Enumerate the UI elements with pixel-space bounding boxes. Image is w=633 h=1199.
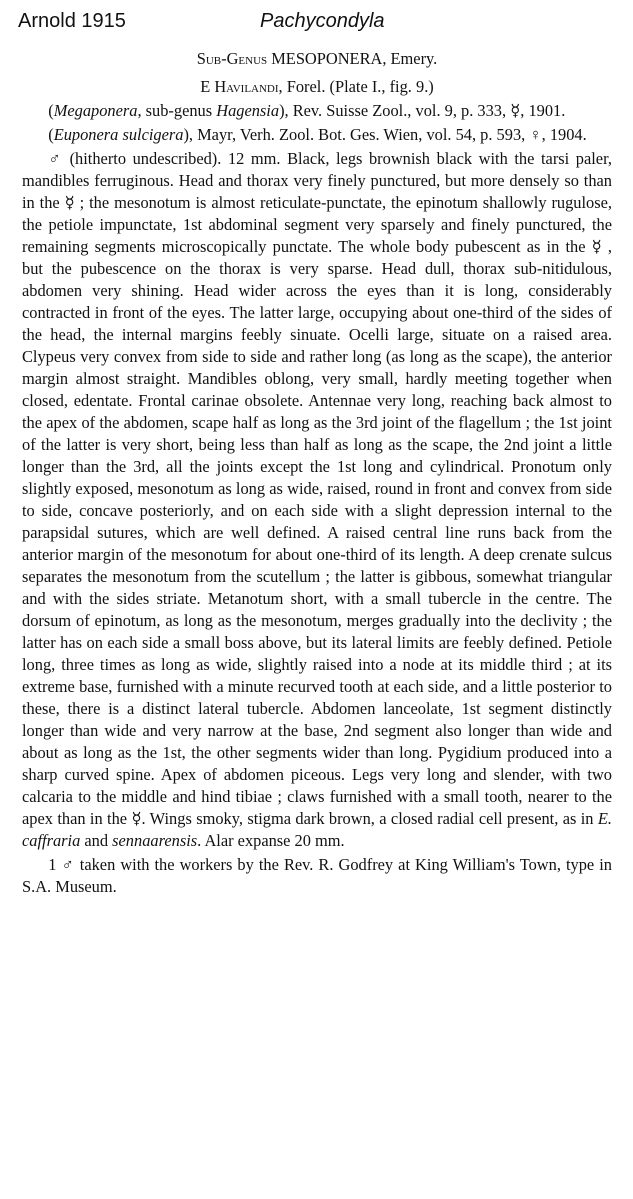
header-author-year: Arnold 1915 [18,10,126,32]
reference-1: (Megaponera, sub-genus Hagensia), Rev. Suisse Zool., vol. 9, p. 333, ☿, 1901. [48,101,566,120]
description-paragraph: ♂ (hitherto undescribed). 12 mm. Black, legs brownish black with the tarsi paler, mandibles ferruginous. Head and thorax very finely punctured, but more densely so than in the ☿ ; the mesonotum is almost reticulate-punctate, the epinotum shallowly rugulose, the petiole impunctate, 1st abdominal segment very sparsely and finely punctured, the remaining segments microscopically punctate. The whole body pubescent as in the ☿ , but the pubescence on the thorax is very sparse. Head dull, thorax sub-nitidulous, abdomen very shining. Head wider across the eyes than it is long, considerably contracted in front of the eyes. The latter large, occupying about one-third of the sides of the head, the internal margins feebly sinuate. Ocelli large, situate on a raised area. Clypeus very convex from side to side and rather long (as long as the scape), the anterior margin almost straight. Mandibles oblong, very small, hardly meeting together when closed, edentate. Frontal carinae obsolete. Antennae very long, reaching back almost to the apex of the abdomen, scape half as long as the 3rd joint of the flagellum ; the 1st joint of the latter is very short, being less than half as long as the scape, the 2nd joint a little longer than the 3rd, all the joints except the 1st long and cylindrical. Pronotum only slightly exposed, mesonotum as long as wide, raised, round in front and convex from side to side, concave posteriorly, and on each side with a slight depression internal to the parapsidal sutures, which are well defined. A raised central line runs back from the anterior margin of the mesonotum for about one-third of its length. A deep crenate sulcus separates the mesonotum from the scutellum ; the latter is gibbous, somewhat triangular and with the sides striate. Metanotum short, with a small tubercle in the centre. The dorsum of epinotum, as long as the mesonotum, merges gradually into the declivity ; the latter has on each side a small boss above, but its lateral limits are feebly defined. Petiole long, three times as long as wide, slightly raised into a node at its middle third ; at its extreme base, furnished with a minute recurved tooth at each side, and a little posterior to these, there is a distinct lateral tubercle. Abdomen lanceolate, 1st segment distinctly longer than wide and very narrow at the base, 2nd segment also longer than wide and about as long as the 1st, the other segments wider than long. Pygidium produced into a sharp curved spine. Apex of abdomen piceous. Legs very long and slender, with two calcaria to the middle and hind tibiae ; claws furnished with a small tooth, nearer to the apex than in the ☿. Wings smoky, stigma dark brown, a closed radial cell present, as in E. caffraria and sennaarensis. Alar expanse 20 mm. [22,149,612,850]
subgenus-heading [22,48,612,70]
subgenus-prefix: Sub-Genus [196,49,272,68]
species-letter: E [200,77,211,96]
document-page [22,48,612,898]
header-genus: Pachycondyla [260,10,385,32]
type-locality-note: 1 ♂ taken with the workers by the Rev. R. Godfrey at King William's Town, type in S.A. Museum. [22,855,612,896]
species-ref-1: E. caffraria [22,809,612,850]
species-ref-2: sennaarensis [112,831,198,850]
reference-2: (Euponera sulcigera), Mayr, Verh. Zool. Bot. Ges. Wien, vol. 54, p. 593, ♀, 1904. [48,125,587,144]
species-rest: , Forel. (Plate I., fig. 9.) [278,77,434,96]
species-heading [22,76,612,98]
species-name: Havilandi [214,77,279,96]
subgenus-name: MESOPONERA, Emery. [271,49,438,68]
